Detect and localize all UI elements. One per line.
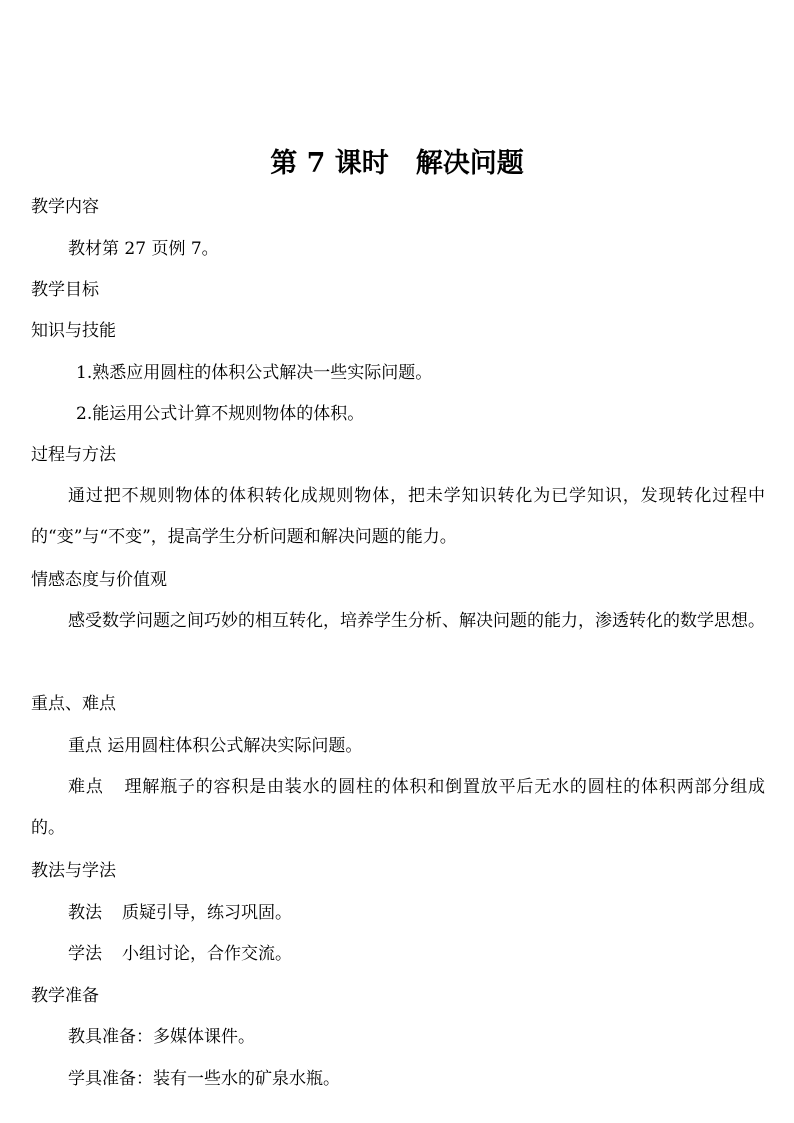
process-paragraph: 通过把不规则物体的体积转化成规则物体，把未学知识转化为已学知识，发现转化过程中的“变”与“不变”，提高学生分析问题和解决问题的能力。 [31, 486, 765, 547]
learn-label: 学法 [68, 944, 102, 964]
difficult-point-paragraph [31, 767, 765, 849]
section-heading-goals: 教学目标 [31, 280, 99, 300]
learn-method-line [68, 943, 292, 965]
section-heading-methods: 教法与学法 [31, 861, 116, 881]
list-item: 1.熟悉应用圆柱的体积公式解决一些实际问题。 [76, 363, 433, 383]
section-heading-preparation: 教学准备 [31, 986, 99, 1006]
subheading-attitude: 情感态度与价值观 [31, 570, 167, 590]
teach-method-line [68, 902, 292, 924]
difficult-label: 难点 [68, 777, 104, 797]
difficult-text: 理解瓶子的容积是由装水的圆柱的体积和倒置放平后无水的圆柱的体积两部分组成的。 [31, 777, 766, 838]
key-point-text: 重点 运用圆柱体积公式解决实际问题。 [68, 736, 363, 756]
learn-text: 小组讨论，合作交流。 [122, 944, 292, 964]
subheading-knowledge: 知识与技能 [31, 321, 116, 341]
teach-label: 教法 [68, 903, 102, 923]
section-heading-content: 教学内容 [31, 197, 99, 217]
teacher-prep-text: 教具准备：多媒体课件。 [68, 1027, 255, 1047]
list-item: 2.能运用公式计算不规则物体的体积。 [76, 404, 365, 424]
teach-text: 质疑引导，练习巩固。 [122, 903, 292, 923]
attitude-paragraph: 感受数学问题之间巧妙的相互转化，培养学生分析、解决问题的能力，渗透转化的数学思想。 [68, 611, 765, 631]
content-text: 教材第 27 页例 7。 [68, 239, 219, 259]
section-heading-key-points: 重点、难点 [31, 694, 116, 714]
page-title: 第 7 课时 解决问题 [270, 148, 524, 179]
subheading-process: 过程与方法 [31, 445, 116, 465]
student-prep-text: 学具准备：装有一些水的矿泉水瓶。 [68, 1069, 340, 1089]
